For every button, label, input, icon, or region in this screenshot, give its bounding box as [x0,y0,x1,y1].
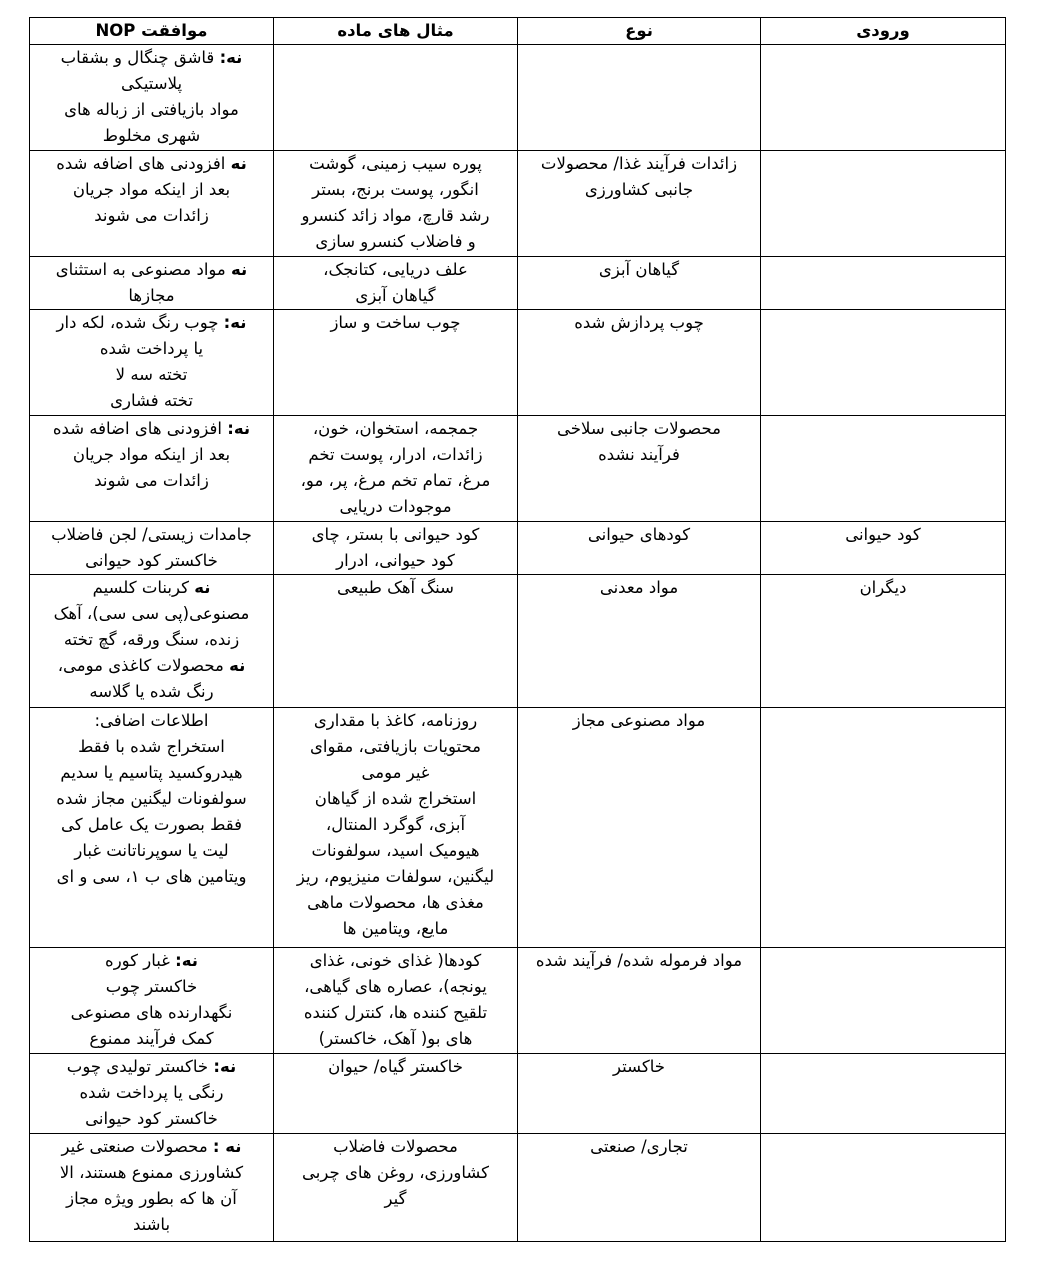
header-entry: ورودی [761,18,1006,45]
type-cell [518,416,761,522]
table-row [30,948,1006,1054]
examples-cell [274,257,518,310]
examples-line: های بو( آهک، خاکستر) [318,1029,473,1048]
nop-text: آن ها که بطور ویژه مجاز [66,1189,237,1208]
type-line: مواد فرموله شده/ فرآیند شده [535,951,743,970]
nop-text: کربنات کلسیم [92,578,195,597]
nop-text: بعد از اینکه مواد جریان [72,180,231,199]
nop-cell [30,310,274,416]
examples-cell [274,708,518,948]
examples-line: کودها( غذای خونی، غذای [309,951,482,970]
nop-line [36,442,267,468]
nop-text: محصولات کاغذی مومی، [57,656,230,675]
type-cell [518,708,761,948]
examples-cell [274,151,518,257]
nop-text: سولفونات لیگنین مجاز شده [56,789,247,808]
nop-text: اطلاعات اضافی: [94,711,209,730]
nop-prefix: نه [229,656,246,675]
nop-line [36,97,267,123]
nop-text: زائدات می شوند [94,206,209,225]
type-cell [518,45,761,151]
examples-line: مغذی ها، محصولات ماهی [307,893,484,912]
nop-line [36,734,267,760]
nop-line [36,1054,267,1080]
examples-line: گیاهان آبزی [355,286,436,305]
nop-text: لیت یا سوپرناتانت غبار [74,841,229,860]
nop-prefix: نه: [223,313,247,332]
type-cell [518,1134,761,1242]
examples-cell [274,1054,518,1134]
examples-line: هیومیک اسید، سولفونات [311,841,480,860]
examples-line: و فاضلاب کنسرو سازی [315,232,476,251]
table-row [30,1054,1006,1134]
header-examples: مثال های ماده [274,18,518,45]
nop-text: غبار کوره [105,951,176,970]
nop-text: ویتامین های ب ۱، سی و ای [56,867,247,886]
examples-line: سنگ آهک طبیعی [337,578,454,597]
nop-cell [30,151,274,257]
nop-line [36,812,267,838]
nop-line [36,151,267,177]
nop-line [36,71,267,97]
nop-line [36,601,267,627]
nop-text: مواد بازیافتی از زباله های [64,100,239,119]
table-row [30,522,1006,575]
nop-line [36,123,267,149]
nop-text: کمک فرآیند ممنوع [89,1029,214,1048]
nop-line [36,708,267,734]
examples-line: خاکستر گیاه/ حیوان [328,1057,463,1076]
nop-line [36,283,267,309]
nop-cell [30,1054,274,1134]
nop-line [36,653,267,679]
entry-cell [761,416,1006,522]
nop-text: استخراج شده با فقط [78,737,225,756]
entry-text: دیگران [859,578,907,597]
nop-cell [30,257,274,310]
nop-cell [30,575,274,708]
nop-text: تخته فشاری [110,391,193,410]
entry-cell [761,151,1006,257]
nop-text: قاشق چنگال و بشقاب [60,48,220,67]
type-cell [518,310,761,416]
nop-text: نگهدارنده های مصنوعی [70,1003,233,1022]
nop-line [36,1106,267,1132]
nop-text: جامدات زیستی/ لجن فاضلاب [51,525,252,544]
nop-line [36,760,267,786]
examples-line: یونجه)، عصاره های گیاهی، [304,977,487,996]
entry-cell [761,310,1006,416]
nop-cell [30,416,274,522]
nop-line [36,1000,267,1026]
entry-cell [761,1054,1006,1134]
nop-line [36,1080,267,1106]
nop-line [36,310,267,336]
nop-text: کشاورزی ممنوع هستند، الا [59,1163,244,1182]
type-cell [518,257,761,310]
nop-text: خاکستر کود حیوانی [85,1109,218,1128]
type-line: چوب پردازش شده [574,313,704,332]
nop-prefix: نه: [219,48,243,67]
nop-prefix: نه [194,578,211,597]
nop-text: فقط بصورت یک عامل کی [61,815,242,834]
nop-text: محصولات صنعتی غیر [61,1137,213,1156]
header-nop: موافقت NOP [30,18,274,45]
type-line: زائدات فرآیند غذا/ محصولات [540,154,738,173]
nop-text: خاکستر کود حیوانی [85,551,218,570]
nop-prefix: نه [230,154,247,173]
nop-line [36,627,267,653]
nop-text: چوب رنگ شده، لکه دار [56,313,224,332]
nop-line [36,362,267,388]
nop-prefix: نه: [213,1057,237,1076]
nop-cell [30,948,274,1054]
examples-cell [274,45,518,151]
examples-line: انگور، پوست برنج، بستر [312,180,479,199]
examples-line: تلقیح کننده ها، کنترل کننده [303,1003,488,1022]
examples-cell [274,575,518,708]
nop-text: خاکستر تولیدی چوب [66,1057,214,1076]
examples-cell [274,522,518,575]
nop-prefix: نه [231,260,248,279]
type-line: مواد معدنی [599,578,679,597]
nop-line [36,974,267,1000]
entry-cell [761,257,1006,310]
nop-line [36,203,267,229]
examples-line: محصولات فاضلاب [333,1137,458,1156]
entry-cell [761,575,1006,708]
type-line: محصولات جانبی سلاخی [557,419,721,438]
examples-line: پوره سیب زمینی، گوشت [309,154,482,173]
nop-line [36,1160,267,1186]
examples-line: زائدات، ادرار، پوست تخم [308,445,483,464]
nop-line [36,786,267,812]
nop-text: خاکستر چوب [105,977,198,996]
examples-line: گیر [384,1189,407,1208]
nop-text: رنگ شده یا گلاسه [89,682,214,701]
nop-cell [30,708,274,948]
type-cell [518,575,761,708]
nop-text: شهری مخلوط [102,126,201,145]
nop-prefix: نه : [212,1137,242,1156]
examples-line: چوب ساخت و ساز [330,313,461,332]
nop-text: پلاستیکی [120,74,183,93]
nop-line [36,257,267,283]
type-line: کودهای حیوانی [587,525,691,544]
type-cell [518,522,761,575]
nop-line [36,45,267,71]
nop-line [36,177,267,203]
nop-line [36,1026,267,1052]
examples-line: موجودات دریایی [339,497,452,516]
table-row [30,151,1006,257]
nop-text: تخته سه لا [115,365,188,384]
nop-cell [30,522,274,575]
nop-line [36,336,267,362]
examples-cell [274,310,518,416]
type-line: گیاهان آبزی [598,260,680,279]
materials-table [29,17,1006,1242]
table-row [30,45,1006,151]
examples-line: محتویات بازیافتی، مقوای [310,737,481,756]
nop-text: مصنوعی(پی سی سی)، آهک [53,604,250,623]
examples-line: روزنامه، کاغذ با مقداری [313,711,478,730]
examples-cell [274,948,518,1054]
nop-text: باشند [132,1215,171,1234]
type-line: فرآیند نشده [598,445,680,464]
examples-line: جمجمه، استخوان، خون، [312,419,479,438]
type-cell [518,948,761,1054]
nop-text: مجازها [128,286,175,305]
nop-line [36,1134,267,1160]
type-line: مواد مصنوعی مجاز [572,711,706,730]
entry-cell [761,948,1006,1054]
nop-text: رنگی یا پرداخت شده [79,1083,224,1102]
examples-line: علف دریایی، کتانجک، [323,260,468,279]
type-line: جانبی کشاورزی [584,180,694,199]
examples-line: لیگنین، سولفات منیزیوم، ریز [296,867,495,886]
nop-line [36,468,267,494]
examples-line: استخراج شده از گیاهان [314,789,477,808]
nop-text: افزودنی های اضافه شده [52,419,228,438]
nop-line [36,1212,267,1238]
nop-line [36,1186,267,1212]
nop-text: هیدروکسید پتاسیم یا سدیم [60,763,243,782]
header-type: نوع [518,18,761,45]
examples-cell [274,416,518,522]
examples-line: کود حیوانی، ادرار [336,551,455,570]
nop-line [36,948,267,974]
nop-text: بعد از اینکه مواد جریان [72,445,231,464]
examples-line: آبزی، گوگرد المنتال، [325,815,466,834]
nop-line [36,522,267,548]
table-row [30,1134,1006,1242]
examples-line: غیر مومی [361,763,430,782]
nop-line [36,416,267,442]
nop-prefix: نه: [175,951,198,970]
header-row [30,18,1006,45]
nop-prefix: نه: [227,419,251,438]
type-cell [518,151,761,257]
table-row [30,416,1006,522]
examples-line: مایع، ویتامین ها [342,919,449,938]
table-row [30,257,1006,310]
entry-cell [761,708,1006,948]
entry-text: کود حیوانی [845,525,921,544]
examples-line: کشاورزی، روغن های چربی [302,1163,489,1182]
type-line: تجاری/ صنعتی [590,1137,688,1156]
table-row [30,310,1006,416]
nop-cell [30,45,274,151]
nop-line [36,548,267,574]
examples-line: مرغ، تمام تخم مرغ، پر، مو، [300,471,491,490]
nop-line [36,575,267,601]
examples-cell [274,1134,518,1242]
nop-line [36,388,267,414]
type-line: خاکستر [613,1057,665,1076]
entry-cell [761,1134,1006,1242]
nop-line [36,864,267,890]
entry-cell [761,45,1006,151]
nop-text: مواد مصنوعی به استثنای [55,260,232,279]
nop-text: زنده، سنگ ورقه، گچ تخته [63,630,240,649]
nop-line [36,838,267,864]
table-row [30,708,1006,948]
nop-text: زائدات می شوند [94,471,209,490]
nop-line [36,679,267,705]
nop-text: افزودنی های اضافه شده [56,154,231,173]
nop-text: یا پرداخت شده [99,339,204,358]
entry-cell [761,522,1006,575]
type-cell [518,1054,761,1134]
examples-line: رشد قارچ، مواد زائد کنسرو [301,206,490,225]
examples-line: کود حیوانی با بستر، چای [311,525,480,544]
table-row [30,575,1006,708]
nop-cell [30,1134,274,1242]
